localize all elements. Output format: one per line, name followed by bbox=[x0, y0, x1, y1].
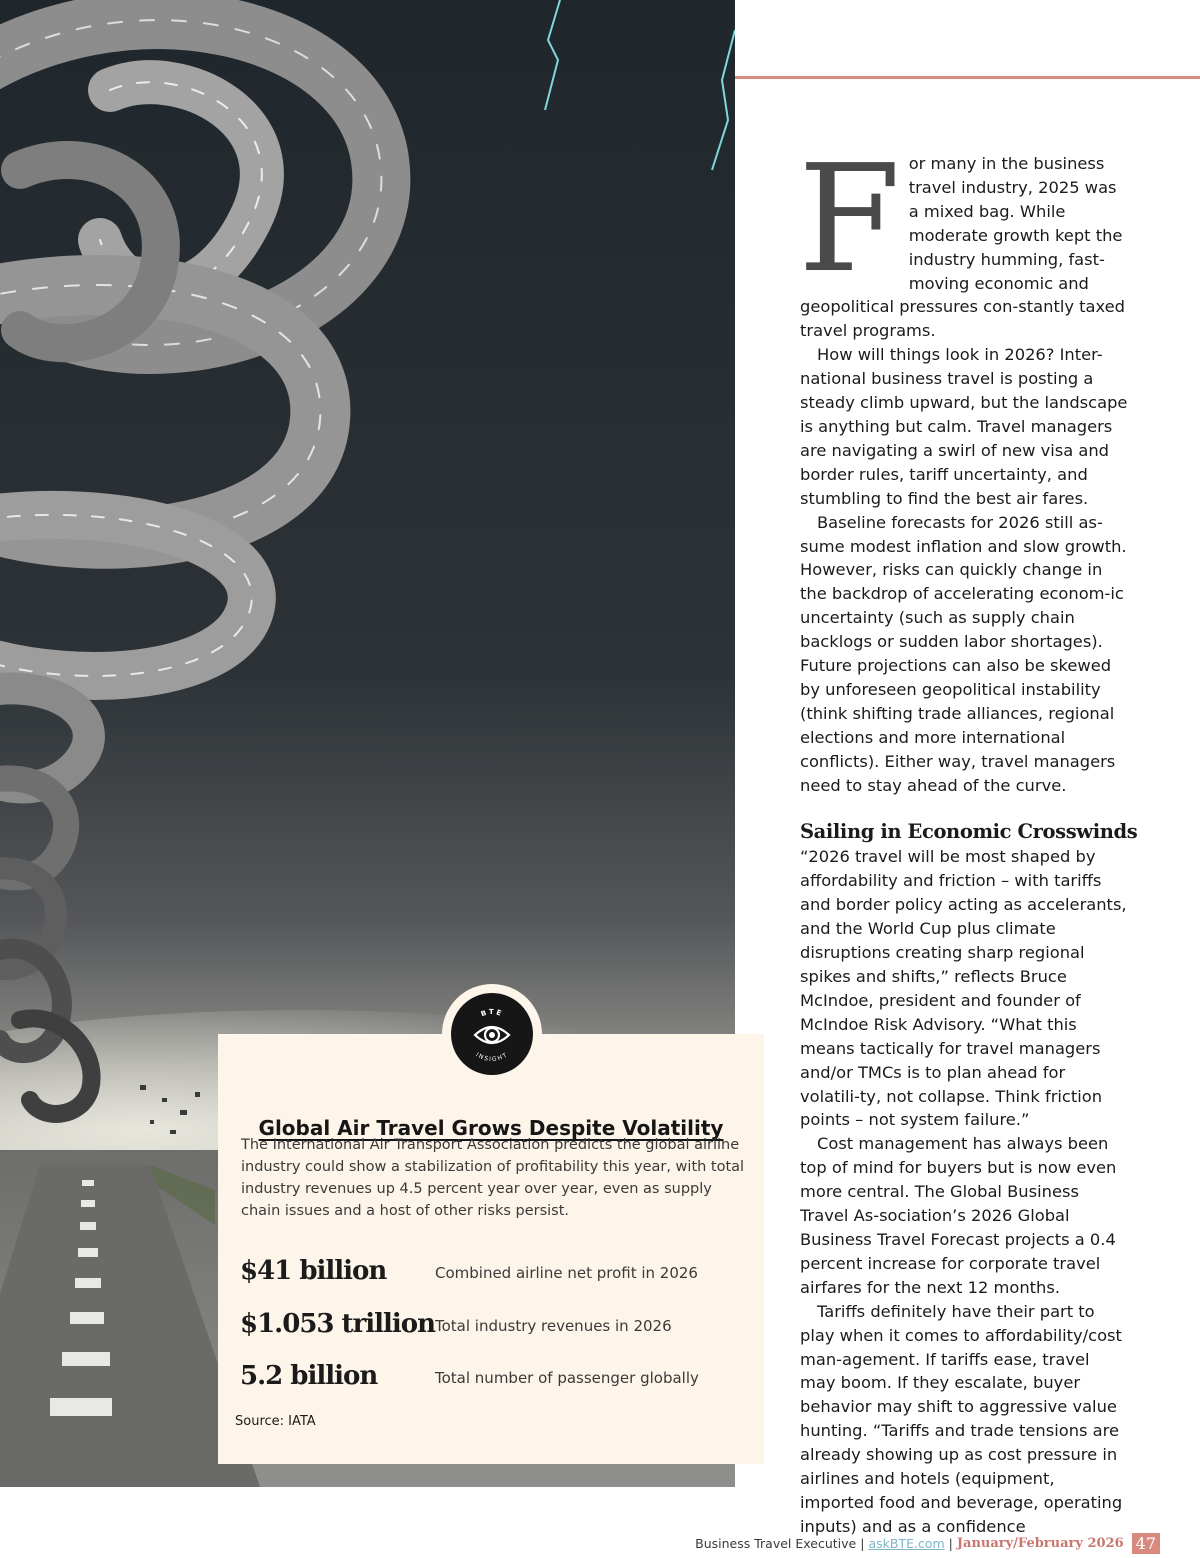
top-accent-rule bbox=[735, 76, 1200, 79]
insight-badge-seal bbox=[451, 993, 533, 1075]
svg-text:BTE bbox=[480, 1008, 504, 1018]
article-paragraph: Cost management has always been top of mind for buyers but is now even more central. The Global Business Travel As-sociation’s 2026 Global Business Travel Forecast projects a 0.4 percent increase for corporate travel airfares for the next 12 months. bbox=[800, 1134, 1117, 1297]
insight-sidebar-box bbox=[218, 1034, 764, 1464]
eye-icon bbox=[475, 1027, 509, 1043]
drop-cap: F bbox=[798, 133, 901, 305]
stat-label: Combined airline net profit in 2026 bbox=[435, 1264, 698, 1282]
article-paragraph: How will things look in 2026? Inter-national business travel is posting a steady climb upward, but the landscape is anything but calm. Travel managers are navigating a swirl of new visa and border rules, tariff uncertainty, and stumbling to find the best air fares. bbox=[800, 345, 1128, 508]
article-paragraph: Baseline forecasts for 2026 still as-sume modest inflation and slow growth. However, risks can quickly change in the backdrop of accelerating econom-ic uncertainty (such as supply chain backlogs or sudden labor shortages). Future projections can also be skewed by unforeseen geopolitical instability (think shifting trade alliances, regional elections and more international conflicts). Either way, travel managers need to stay ahead of the curve. bbox=[800, 512, 1127, 795]
section-heading: Sailing in Economic Crosswinds bbox=[800, 820, 1138, 844]
page-footer bbox=[695, 1530, 1160, 1556]
stat-label: Total industry revenues in 2026 bbox=[435, 1317, 672, 1335]
stat-value: $1.053 trillion bbox=[240, 1309, 436, 1339]
insight-source: Source: IATA bbox=[235, 1414, 316, 1429]
insight-title: Global Air Travel Grows Despite Volatility bbox=[258, 1116, 724, 1140]
footer-publication: Business Travel Executive bbox=[695, 1535, 857, 1551]
footer-website-link[interactable]: askBTE.com bbox=[868, 1535, 945, 1551]
article-paragraph: Tariffs definitely have their part to play when it comes to affordability/cost man-agement. If tariffs ease, travel may boom. If they escalate, buyer behavior may shift to aggressive value hunting. “Tariffs and trade tensions are already showing up as cost pressure in airlines and hotels (equipment, imported food and beverage, operating inputs) and as a confidence bbox=[800, 1301, 1123, 1536]
article-body bbox=[798, 133, 1138, 1539]
stat-row bbox=[240, 1309, 750, 1349]
stat-value: $41 billion bbox=[240, 1256, 387, 1286]
article-paragraph bbox=[798, 133, 1130, 343]
footer-separator: | bbox=[860, 1535, 865, 1551]
stat-row bbox=[240, 1361, 750, 1401]
insight-body: The International Air Transport Association predicts the global airline industry could show a stabilization of profitability this year, with total industry revenues up 4.5 percent year over year, even as supply chain issues and a host of other risks persist. bbox=[241, 1137, 745, 1219]
badge-top-text: BTE bbox=[479, 1007, 505, 1019]
stat-value: 5.2 billion bbox=[240, 1361, 378, 1391]
footer-issue-date: January/February 2026 bbox=[956, 1535, 1124, 1551]
stat-row bbox=[240, 1256, 750, 1296]
footer-separator: | bbox=[948, 1535, 953, 1551]
svg-text:INSIGHT bbox=[474, 1051, 509, 1063]
badge-bottom-text: INSIGHT bbox=[474, 1051, 510, 1064]
article-paragraph: “2026 travel will be most shaped by affordability and friction – with tariffs and border policy acting as accelerants, and the World Cup plus climate disruptions creating sharp regional spikes and shifts,” reflects Bruce McIndoe, president and founder of McIndoe Risk Advisory. “What this means tactically for travel managers and/or TMCs is to plan ahead for volatili-ty, not collapse. Think friction points – not system failure.” bbox=[800, 847, 1127, 1130]
article-paragraph-text: or many in the business travel industry, 2025 was a mixed bag. While moderate growth kept the industry humming, fast-moving economic and geopolitical pressures con-stantly taxed travel programs. bbox=[800, 154, 1126, 341]
insight-badge bbox=[442, 984, 542, 1084]
stat-label: Total number of passenger globally bbox=[435, 1369, 699, 1387]
page-number: 47 bbox=[1132, 1533, 1160, 1554]
